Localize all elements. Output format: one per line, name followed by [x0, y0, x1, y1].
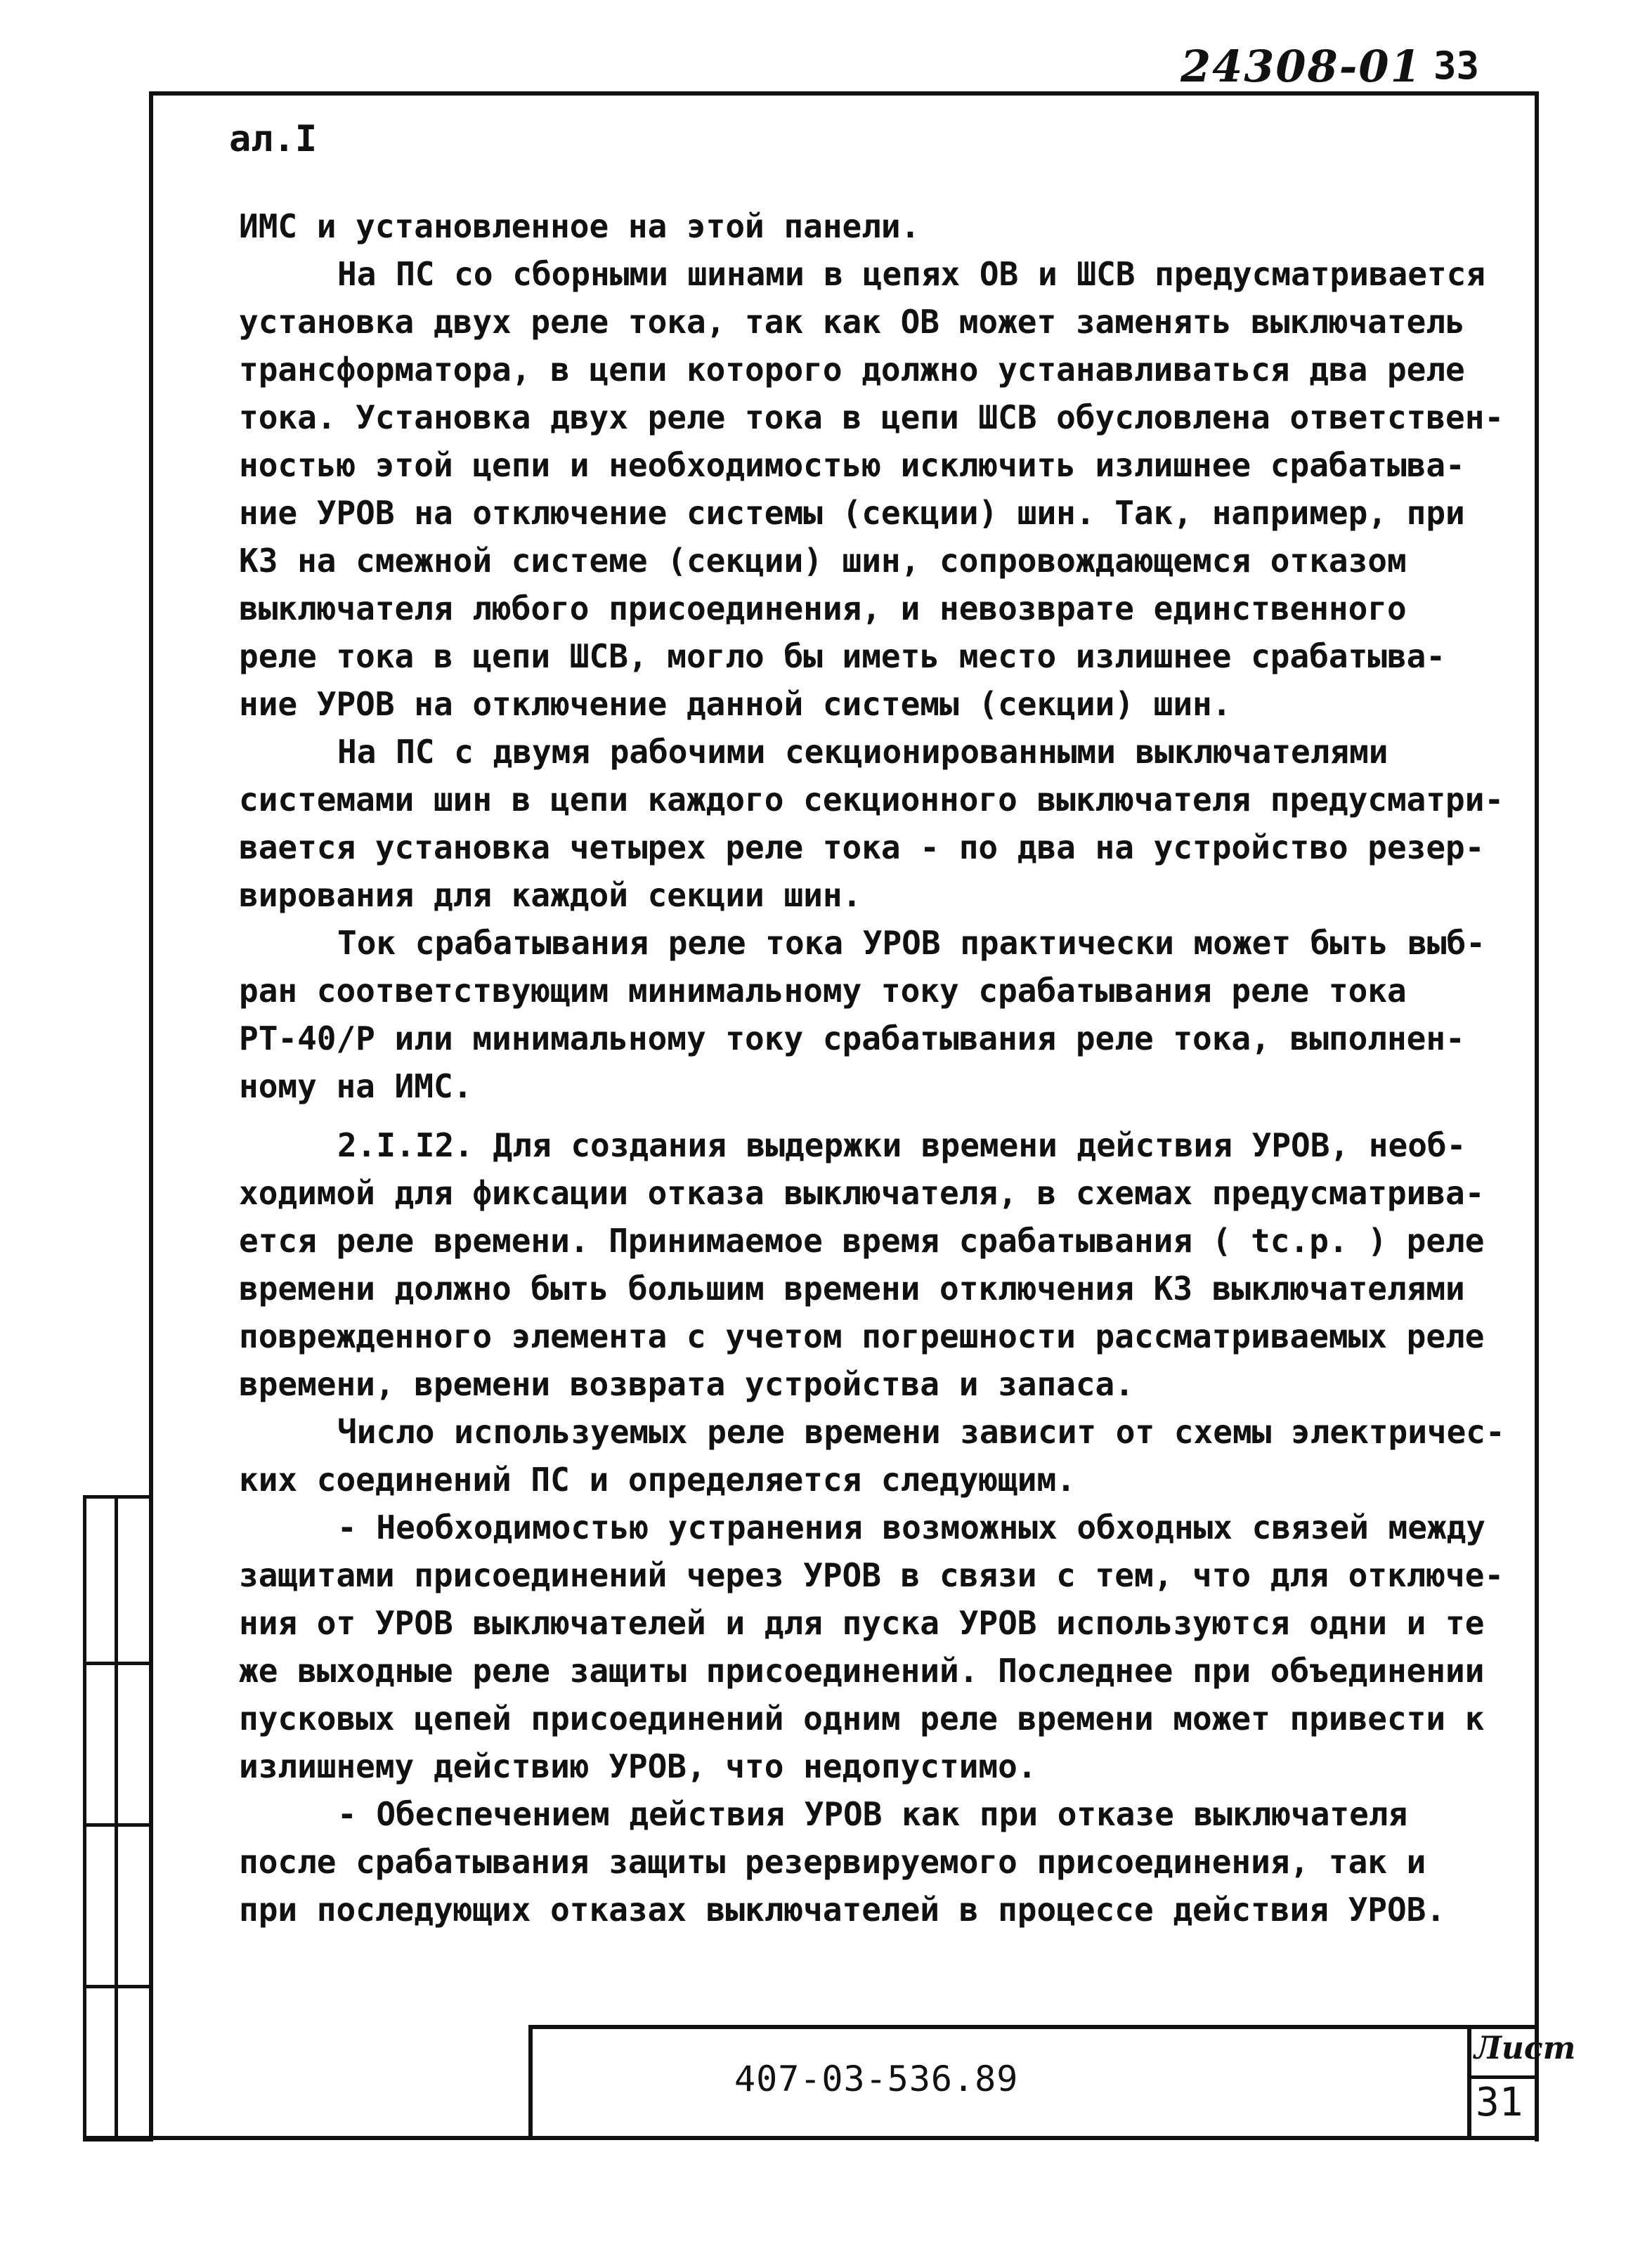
text-line: трансформатора, в цепи которого должно устанавливаться два реле — [239, 351, 1465, 389]
text-line: Число используемых реле времени зависит от схемы электричес- — [337, 1413, 1505, 1451]
text-line: ния от УРОВ выключателей и для пуска УРОВ используются одни и те — [239, 1604, 1485, 1642]
text-line: КЗ на смежной системе (секции) шин, сопровождающемся отказом — [239, 542, 1407, 580]
text-line: тока. Установка двух реле тока в цепи ШСВ обусловлена ответствен- — [239, 398, 1504, 436]
text-line: поврежденного элемента с учетом погрешности рассматриваемых реле — [239, 1317, 1485, 1355]
text-line: вирования для каждой секции шин. — [239, 876, 862, 914]
text-line: же выходные реле защиты присоединений. Последнее при объединении — [239, 1652, 1485, 1690]
text-line: выключателя любого присоединения, и невозврате единственного — [239, 589, 1407, 627]
title-block — [528, 2025, 1539, 2140]
text-line: ИМС и установленное на этой панели. — [239, 207, 921, 245]
text-line: ется реле времени. Принимаемое время срабатывания ( tс.р. ) реле — [239, 1222, 1485, 1260]
text-line: - Обеспечением действия УРОВ как при отказе выключателя — [337, 1795, 1408, 1833]
binding-margin-stamp — [83, 1495, 153, 2142]
text-line: - Необходимостью устранения возможных обходных связей между — [337, 1508, 1485, 1546]
text-line: 2.I.I2. Для создания выдержки времени действия УРОВ, необ- — [337, 1126, 1466, 1164]
text-line: реле тока в цепи ШСВ, могло бы иметь место излишнее срабатыва- — [239, 637, 1446, 675]
sheet-label: Лист — [1474, 2030, 1576, 2066]
text-line: ностью этой цепи и необходимостью исключить излишнее срабатыва- — [239, 446, 1465, 484]
text-line: ние УРОВ на отключение системы (секции) шин. Так, например, при — [239, 494, 1465, 532]
text-line: ние УРОВ на отключение данной системы (секции) шин. — [239, 685, 1232, 723]
text-line: На ПС со сборными шинами в цепях ОВ и ШСВ предусматривается — [337, 255, 1485, 293]
text-line: излишнему действию УРОВ, что недопустимо. — [239, 1747, 1037, 1785]
text-line: ких соединений ПС и определяется следующим. — [239, 1461, 1076, 1499]
text-line: защитами присоединений через УРОВ в связи с тем, что для отключе- — [239, 1556, 1504, 1594]
text-line: вается установка четырех реле тока - по два на устройство резер- — [239, 828, 1485, 866]
sheet-number: 31 — [1476, 2080, 1523, 2125]
appendix-label: ал.I — [229, 118, 318, 160]
text-line: ходимой для фиксации отказа выключателя, в схемах предусматрива- — [239, 1174, 1485, 1212]
text-line: времени должно быть большим времени отключения КЗ выключателями — [239, 1270, 1465, 1308]
text-line: установка двух реле тока, так как ОВ может заменять выключатель — [239, 303, 1465, 341]
text-line: системами шин в цепи каждого секционного выключателя предусматри- — [239, 781, 1504, 819]
text-line: ран соответствующим минимальному току срабатывания реле тока — [239, 972, 1407, 1010]
text-line: Ток срабатывания реле тока УРОВ практически может быть выб- — [337, 924, 1485, 962]
text-line: пусковых цепей присоединений одним реле времени может привести к — [239, 1700, 1485, 1738]
text-line: при последующих отказах выключателей в процессе действия УРОВ. — [239, 1891, 1446, 1929]
document-body — [239, 202, 1518, 1934]
page-number: 33 — [1433, 44, 1480, 88]
text-line: ному на ИМС. — [239, 1067, 473, 1105]
text-line: времени, времени возврата устройства и запаса. — [239, 1365, 1134, 1403]
text-line: РТ-40/Р или минимальному току срабатывания реле тока, выполнен- — [239, 1019, 1465, 1057]
document-code: 407-03-536.89 — [734, 2059, 1019, 2099]
handwritten-code: 24308-01 — [1181, 41, 1422, 92]
text-line: после срабатывания защиты резервируемого присоединения, так и — [239, 1843, 1426, 1881]
text-line: На ПС с двумя рабочими секционированными выключателями — [337, 733, 1388, 771]
